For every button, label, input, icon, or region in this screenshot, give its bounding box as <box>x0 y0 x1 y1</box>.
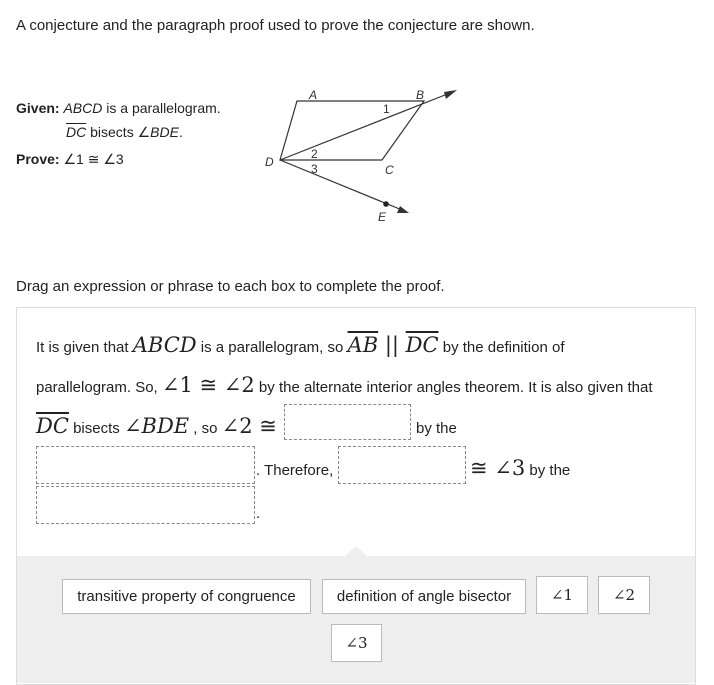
label-b: B <box>416 88 425 102</box>
drop-box-4[interactable] <box>36 486 255 524</box>
choice-angle-bisector-definition[interactable]: definition of angle bisector <box>322 579 526 614</box>
label-d: D <box>265 155 274 169</box>
proof-line-2 <box>36 373 653 397</box>
instruction-text: Drag an expression or phrase to each box to complete the proof. <box>16 278 445 295</box>
drop-box-1[interactable] <box>284 404 411 440</box>
choice-angle-3[interactable]: ∠3 <box>331 624 382 662</box>
arrowhead-e <box>397 206 409 213</box>
prove-label: Prove: <box>16 151 60 167</box>
label-1: 1 <box>383 102 390 116</box>
drop-box-2[interactable] <box>36 446 255 484</box>
text: bisects <box>68 420 124 437</box>
text: by the definition of <box>438 339 565 356</box>
point-e <box>383 201 389 207</box>
segment-dc: $\overline{DC}$ <box>36 414 69 438</box>
proof-line-4-end <box>470 456 570 480</box>
parallelogram-diagram <box>0 0 714 240</box>
choice-angle-2[interactable]: ∠2 <box>598 576 650 614</box>
label-3: 3 <box>311 162 318 176</box>
label-c: C <box>385 163 394 177</box>
text-therefore: . Therefore, <box>256 462 334 479</box>
parallel-symbol: || <box>378 333 406 357</box>
segment-ab: $\overline{AB}$ <box>347 333 379 357</box>
label-2: 2 <box>311 147 318 161</box>
math: ∠BDE <box>123 414 190 438</box>
label-a: A <box>309 88 318 102</box>
text-by-the: by the <box>416 420 457 437</box>
given-label: Given: <box>16 100 60 116</box>
proof-line-1 <box>36 333 564 357</box>
period: . <box>256 505 261 522</box>
math: ≅ ∠3 <box>470 456 526 480</box>
text: by the alternate interior angles theorem. It is also given that <box>254 379 653 396</box>
tray-notch <box>345 546 367 556</box>
label-e: E <box>378 210 387 224</box>
given-text: is a parallelogram. <box>102 100 221 116</box>
math: ∠2 ≅ <box>221 414 277 438</box>
text: parallelogram. So, <box>36 379 162 396</box>
text: , so <box>189 420 222 437</box>
ray-db <box>280 93 450 160</box>
segment-dc: $\overline{DC}$ <box>405 333 439 357</box>
choice-angle-1[interactable]: ∠1 <box>536 576 588 614</box>
arrowhead-b <box>444 90 457 99</box>
segment-dc: $\overline{DC}$ <box>66 124 87 140</box>
period: . <box>178 124 183 140</box>
choice-transitive-property[interactable]: transitive property of congruence <box>62 579 311 614</box>
given-math2: BDE <box>150 124 179 140</box>
intro-text: A conjecture and the paragraph proof used to prove the conjecture are shown. <box>16 17 535 34</box>
math: ABCD <box>132 333 197 357</box>
math: ∠1 ≅ ∠2 <box>161 373 255 397</box>
text: It is given that <box>36 339 133 356</box>
proof-line-3 <box>36 414 277 438</box>
given-math: ABCD <box>63 100 103 116</box>
given-text2: bisects ∠ <box>86 124 151 140</box>
answer-tray <box>17 556 695 683</box>
prove-text: ∠1 ≅ ∠3 <box>63 151 124 167</box>
text: by the <box>525 462 571 479</box>
drop-box-3[interactable] <box>338 446 466 484</box>
text: is a parallelogram, so <box>196 339 348 356</box>
